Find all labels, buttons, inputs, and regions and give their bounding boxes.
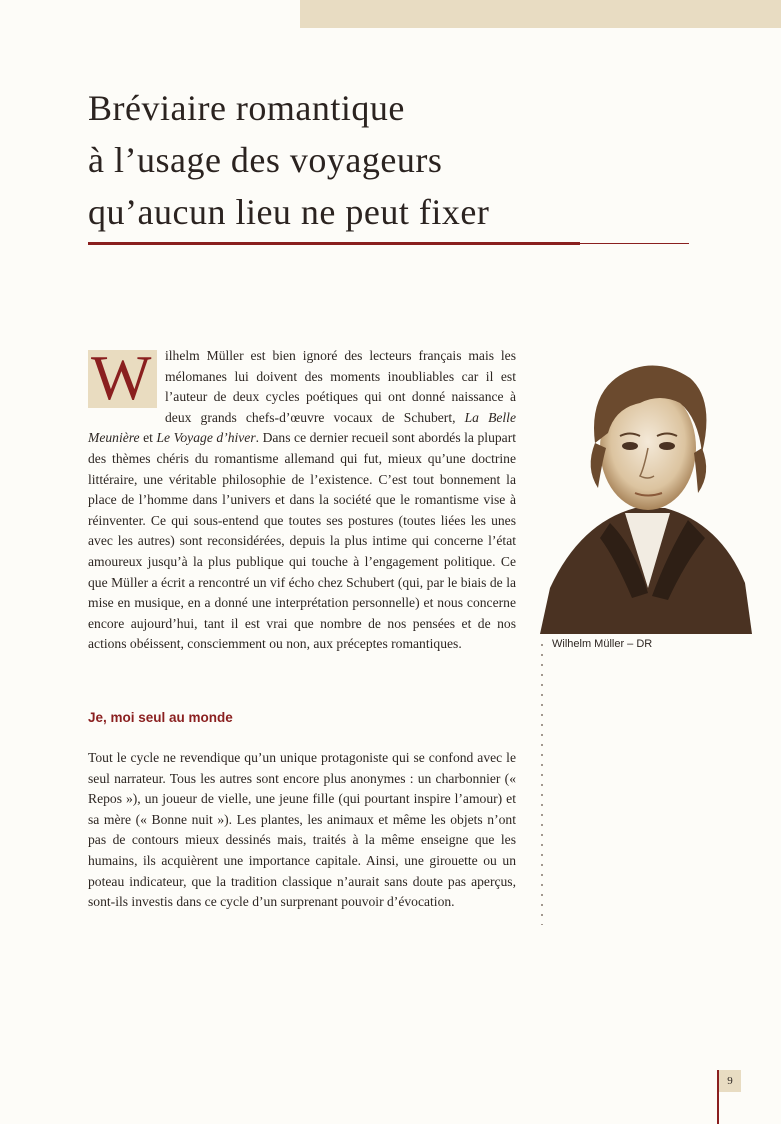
title-line-3: qu’aucun lieu ne peut fixer (88, 192, 490, 232)
portrait-caption: Wilhelm Müller – DR (552, 638, 653, 650)
title-line-2: à l’usage des voyageurs (88, 140, 443, 180)
portrait-engraving (540, 348, 752, 634)
page-number: 9 (717, 1070, 741, 1092)
intro-text-c: . Dans ce dernier recueil sont abordés la plupart des thèmes chéris du romantisme allemand qui fut, mieux qu’une doctrine littéraire, une véritable philosophie de l’existence. C’est tout bonnement la place de l’homme dans l’univers et dans la société que le romantisme vise à réinventer. Ce qui sous-entend que toutes ses postures (toutes liées les unes avec les autres) sont reconsidérées, depuis la plus intime qui concerne l’état amoureux jusqu’à la plus publique qui touche à l’engagement politique. Ce que Müller a écrit a rencontré un vif écho chez Schubert (qui, par le biais de la mise en musique, en a donné une interprétation personnelle) et nous concerne encore aujourd’hui, tant il est vrai que nombre de nos pensées et de nos actions obéissent, consciemment ou non, aux préceptes romantiques. (88, 430, 517, 652)
dotted-divider (541, 640, 543, 925)
drop-cap (88, 342, 157, 413)
portrait-image (540, 348, 752, 634)
work-title-2: Le Voyage d’hiver (156, 430, 256, 446)
title-line-1: Bréviaire romantique (88, 88, 405, 128)
section-heading: Je, moi seul au monde (88, 710, 233, 725)
title-rule-thick (88, 242, 580, 245)
page-number-rule (717, 1092, 719, 1124)
drop-cap-letter: W (91, 342, 152, 413)
header-band (300, 0, 781, 28)
page-title (88, 82, 728, 238)
intro-paragraph (88, 342, 517, 655)
intro-text-a: ilhelm Müller est bien ignoré des lecteurs français mais les mélomanes lui doivent des moments inoubliables car il est l’auteur de deux cycles poétiques qui ont donné naissance à deux grands chefs-d’œuvre vocaux de Schubert, (165, 348, 516, 425)
work-title-1: La Belle Meunière (88, 409, 516, 446)
section-paragraph: Tout le cycle ne revendique qu’un unique protagoniste qui se confond avec le seul narrateur. Tous les autres sont encore plus anonymes : un charbonnier (« Repos »), un joueur de vielle, une jeune fille (qui pourtant inspire l’amour) et sa mère (« Bonne nuit »). Les plantes, les animaux et même les objets n’ont pas de contours mieux dessinés mais, traités à la même enseigne que les humains, ils acquièrent une importance capitale. Ainsi, une girouette ou un poteau indicateur, que la tradition classique n’aurait sans doute pas aperçus, sont-ils investis dans ce cycle d’un surprenant pouvoir d’évocation. (88, 750, 516, 910)
intro-text-b: et (139, 430, 157, 446)
